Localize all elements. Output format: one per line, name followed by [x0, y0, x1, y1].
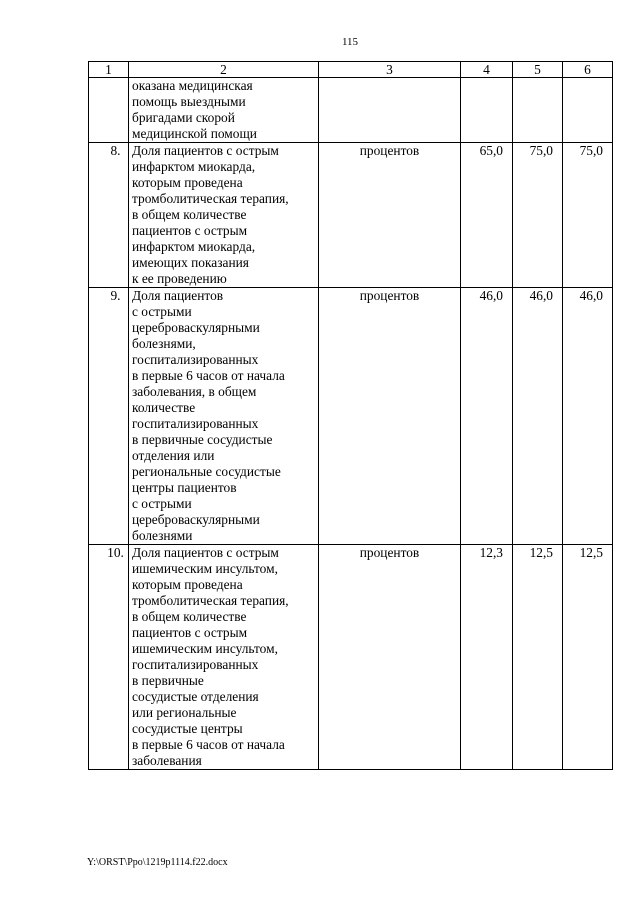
column-header: 4 — [461, 62, 513, 78]
table-row — [89, 545, 613, 770]
row-number: 9. — [89, 288, 129, 545]
row-number — [89, 78, 129, 143]
value-cell: 75,0 — [513, 143, 563, 288]
row-number: 10. — [89, 545, 129, 770]
unit-cell: процентов — [319, 545, 461, 770]
indicator-name: Доля пациентов с острым инфарктом миокарда, которым проведена тромболитическая терапия, в общем количестве пациентов с острым инфарктом миокарда, имеющих показания к ее проведению — [129, 143, 319, 288]
table-header-row — [89, 62, 613, 78]
table-row — [89, 288, 613, 545]
value-cell: 65,0 — [461, 143, 513, 288]
indicators-table — [88, 61, 613, 770]
indicator-name: оказана медицинская помощь выездными бригадами скорой медицинской помощи — [129, 78, 319, 143]
value-cell: 12,5 — [513, 545, 563, 770]
value-cell: 46,0 — [461, 288, 513, 545]
unit-cell: процентов — [319, 143, 461, 288]
column-header: 3 — [319, 62, 461, 78]
value-cell: 12,3 — [461, 545, 513, 770]
row-number: 8. — [89, 143, 129, 288]
value-cell: 12,5 — [563, 545, 613, 770]
table-row — [89, 78, 613, 143]
value-cell: 46,0 — [563, 288, 613, 545]
value-cell: 75,0 — [563, 143, 613, 288]
value-cell — [513, 78, 563, 143]
indicator-name: Доля пациентов с острыми цереброваскулярными болезнями, госпитализированных в первые 6 часов от начала заболевания, в общем количестве госпитализированных в первичные сосудистые отделения или региональные сосудистые центры пациентов с острыми цереброваскулярными болезнями — [129, 288, 319, 545]
indicator-name: Доля пациентов с острым ишемическим инсультом, которым проведена тромболитическая терапия, в общем количестве пациентов с острым ишемическим инсультом, госпитализированных в первичные сосудистые отделения или региональные сосудистые центры в первые 6 часов от начала заболевания — [129, 545, 319, 770]
page-number: 115 — [341, 36, 359, 48]
column-header: 5 — [513, 62, 563, 78]
column-header: 1 — [89, 62, 129, 78]
value-cell: 46,0 — [513, 288, 563, 545]
value-cell — [563, 78, 613, 143]
value-cell — [461, 78, 513, 143]
table-row — [89, 143, 613, 288]
unit-cell — [319, 78, 461, 143]
footer-file-path: Y:\ORST\Ppo\1219p1114.f22.docx — [87, 857, 228, 868]
column-header: 6 — [563, 62, 613, 78]
unit-cell: процентов — [319, 288, 461, 545]
column-header: 2 — [129, 62, 319, 78]
